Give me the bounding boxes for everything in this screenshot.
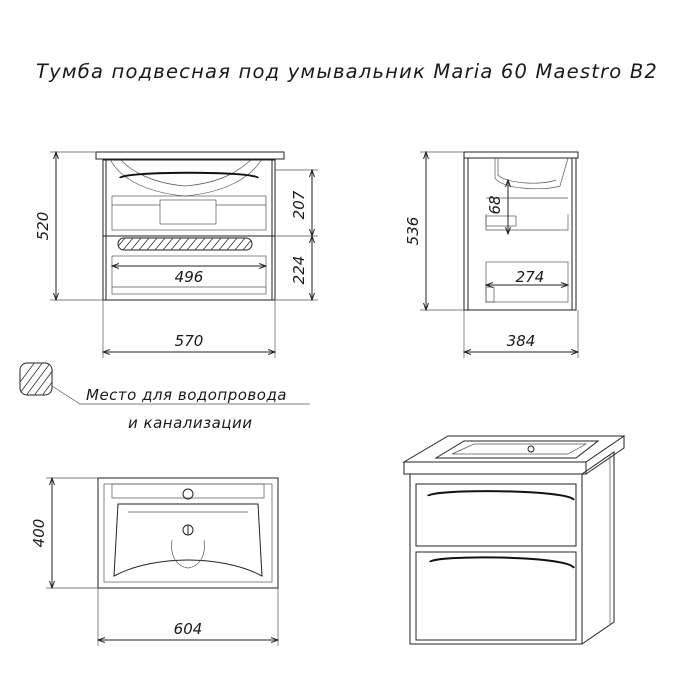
front-siphon-cutout [160,200,216,224]
front-upper-handle [120,173,258,178]
dim-inner-width: 496 [174,268,204,286]
legend-line-1: Место для водопровода [86,386,288,404]
drawing-title: Тумба подвесная под умывальник Maria 60 Maestro B2 [36,60,659,83]
top-back-rail [112,484,264,498]
front-view [34,152,318,358]
iso-countertop-side [586,436,624,474]
dim-side-depth: 384 [506,332,536,350]
front-countertop [96,152,284,159]
iso-basin-rim [436,441,598,458]
side-cabinet-body [464,158,576,310]
dim-side-height: 536 [404,216,422,246]
top-basin [114,504,262,576]
dim-lower-drawer: 224 [290,255,308,285]
side-upper-drawer-cut [486,216,516,226]
dim-upper-drawer: 207 [290,190,308,220]
side-basin-section [495,158,568,189]
iso-cabinet-side [582,452,614,644]
top-siphon-outline [172,540,205,568]
iso-upper-handle [428,491,574,500]
iso-basin-bowl [452,444,586,454]
side-lower-drawer-back [486,287,494,302]
isometric-view [404,436,624,644]
iso-countertop-front [404,462,586,474]
dim-front-width: 570 [174,332,204,350]
dim-top-depth: 400 [30,518,48,548]
iso-lower-handle [430,557,574,568]
dim-side-inner-depth: 274 [515,268,545,286]
side-countertop [464,152,578,158]
side-upper-drawer [486,214,568,230]
top-faucet-hole [183,489,193,499]
top-view [30,478,278,646]
legend [6,358,310,432]
side-basin-inner [498,158,556,183]
side-view [404,152,578,358]
legend-line-2: и канализации [128,414,253,432]
iso-lower-drawer [416,552,576,640]
dim-top-width: 604 [173,620,203,638]
iso-faucet-hole [528,446,534,452]
front-basin-outline [110,159,262,196]
dim-siphon-height: 68 [486,195,504,215]
front-upper-drawer-box [112,196,266,230]
dim-front-height: 520 [34,211,52,241]
